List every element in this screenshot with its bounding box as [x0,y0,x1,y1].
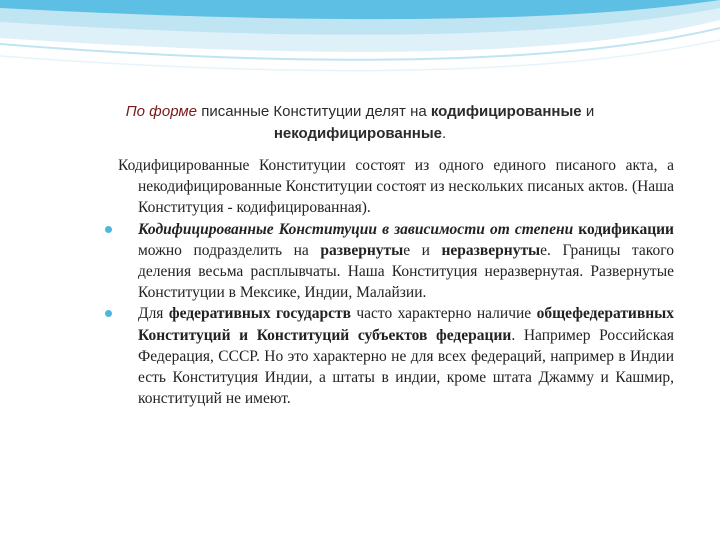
subtitle-codified: кодифицированные [430,103,582,120]
bullet1-rest: е. Границы такого деления весьма расплывчаты. Наша Конституция неразвернутая. Развернутые Конституции в Мексике, Индии, Малайзии. [138,241,674,302]
subtitle-period: . [442,125,447,142]
intro-paragraph: Кодифицированные Конституции состоят из одного единого писаного акта, а некодифицированные Конституции состоят из нескольких писаных актов. (Наша Конституция - кодифицированная). [118,157,674,217]
bullet2-lead: Для [138,305,169,323]
subtitle-and: и [581,103,595,120]
header-wave-decoration [0,0,720,95]
bullet-item-federal [118,303,674,409]
bullet1-codification: кодификации [578,220,674,238]
subtitle-lead: По форме [125,103,198,120]
slide-subtitle [95,101,625,145]
bullet1-expanded: развернуты [320,241,404,259]
subtitle-text: писанные Конституции делят на [197,103,431,120]
bullet1-unexpanded: неразвернуты [441,241,541,259]
bullet2-federal-constitutions: общефедеративных Конституций и Конституций субъектов федерации [138,305,675,344]
bullet2-federal-states: федеративных государств [168,305,351,323]
bullet-dot-icon [105,310,112,317]
bullet2-text: часто характерно наличие [350,305,537,323]
bullet2-rest: . Например Российская Федерация, СССР. Но это характерно не для всех федераций, например в Индии есть Конституция Индии, а штаты в индии, кроме штата Джамму и Кашмир, конституций не имеют. [138,326,674,408]
slide-content [118,155,674,409]
bullet-dot-icon [105,226,112,233]
subtitle-uncodified: некодифицированные [273,125,442,142]
bullet-item-codified [118,219,674,304]
bullet1-text: можно подразделить на [138,241,321,259]
bullet1-lead: Кодифицированные Конституции в зависимости от степени [138,220,579,238]
bullet1-suffix: е и [403,241,442,259]
